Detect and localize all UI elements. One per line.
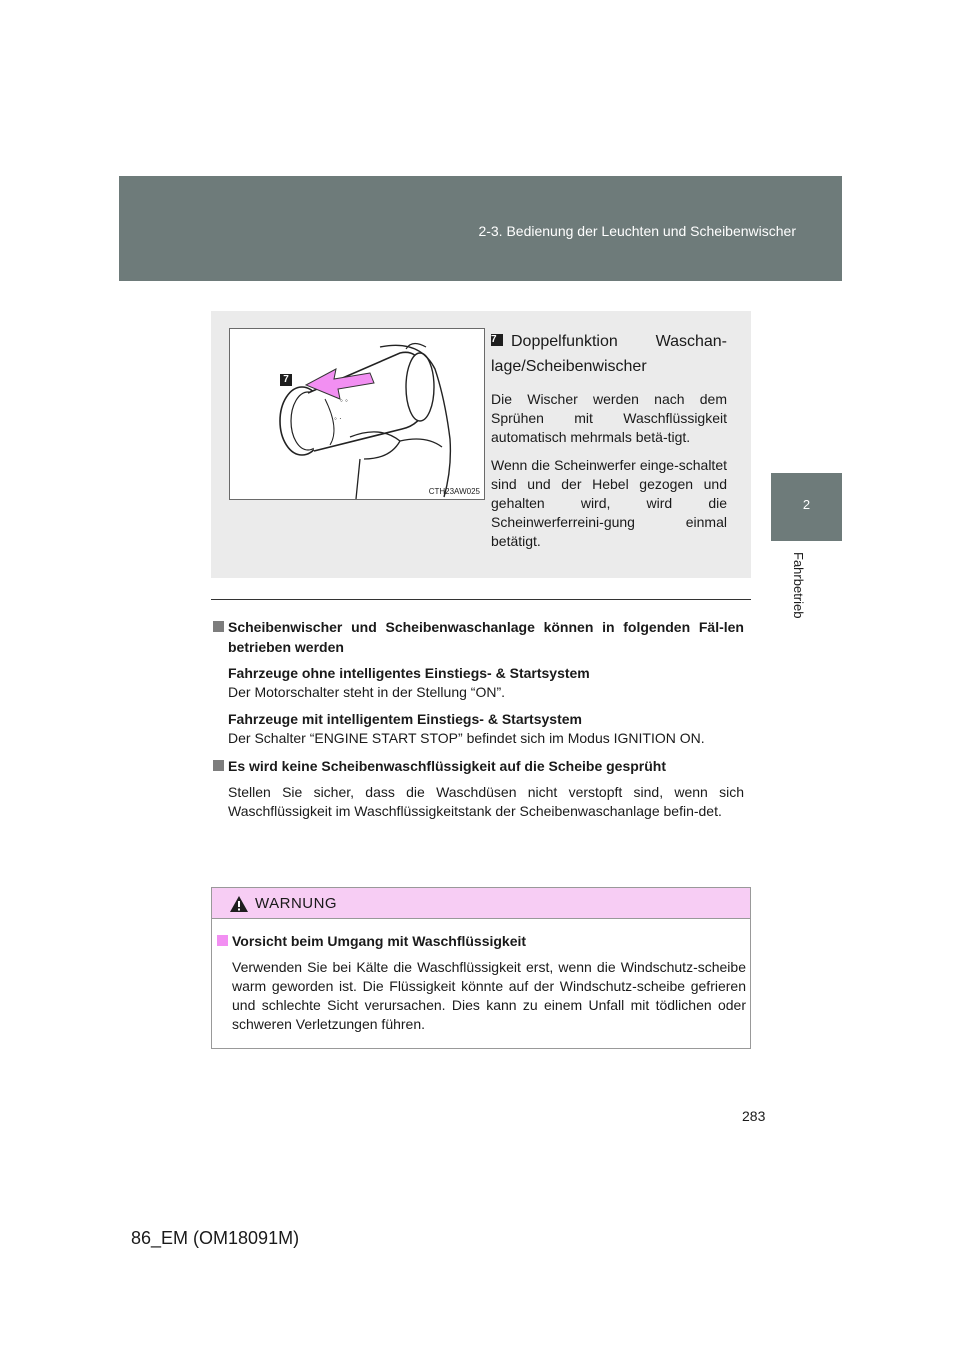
warning-triangle-icon [229, 895, 249, 913]
note-no-fluid [213, 756, 744, 821]
callout-badge: 7 [280, 374, 292, 386]
note-body [213, 664, 744, 748]
item-panel [211, 311, 751, 578]
square-bullet-icon [213, 760, 224, 771]
warning-title: WARNUNG [255, 895, 338, 912]
warning-content [217, 931, 746, 1034]
wiper-lever-illustration [229, 328, 485, 500]
header-band [119, 176, 842, 281]
sub-text: Der Motorschalter steht in der Stellung “ON”. [228, 684, 505, 700]
warning-heading-text: Vorsicht beim Umgang mit Waschflüssigkeit [232, 933, 527, 949]
note-heading [213, 756, 744, 776]
note-heading-text: Es wird keine Scheibenwaschflüssigkeit auf die Scheibe gesprüht [228, 758, 667, 774]
item-heading-text: Doppelfunktion Waschan-lage/Scheibenwischer [491, 333, 727, 375]
item-paragraph: Die Wischer werden nach dem Sprühen mit Waschflüssigkeit automatisch mehrmals betä-tigt. [491, 391, 727, 445]
note-body: Stellen Sie sicher, dass die Waschdüsen nicht verstopft sind, wenn sich Waschflüssigkeit im Waschflüssigkeitstank der Scheibenwaschanlage befin-det. [228, 784, 744, 819]
warning-text: Verwenden Sie bei Kälte die Waschflüssigkeit erst, wenn die Windschutz-scheibe warm geworden ist. Die Flüssigkeit könnte auf der Windschutz-scheibe gefrieren und schlechte Sicht verursachen. Dies kann zu einem Unfall mit tödlichen oder schweren Verletzungen führen. [232, 959, 746, 1032]
warning-box [211, 887, 751, 1049]
document-code: 86_EM (OM18091M) [131, 1228, 300, 1248]
item-paragraph: Wenn die Scheinwerfer einge-schaltet sind und der Hebel gezogen und gehalten wird, wird die Scheinwerferreini-gung einmal betätigt. [491, 457, 727, 549]
note-heading-text: Scheibenwischer und Scheibenwaschanlage können in folgenden Fäl-len betrieben werden [228, 619, 744, 655]
section-title: 2-3. Bedienung der Leuchten und Scheibenwischer [478, 223, 796, 239]
divider [211, 599, 751, 600]
square-bullet-icon [213, 621, 224, 632]
notes-section [213, 617, 744, 829]
sub-title: Fahrzeuge ohne intelligentes Einstiegs- & Startsystem [228, 665, 590, 681]
chapter-number: 2 [802, 497, 811, 512]
sub-text: Der Schalter “ENGINE START STOP” befindet sich im Modus IGNITION ON. [228, 730, 705, 746]
warning-header [212, 888, 750, 919]
svg-text:◦ ·: ◦ · [334, 414, 342, 423]
illustration-code: CTH23AW025 [428, 487, 480, 496]
item-description [491, 329, 727, 551]
warning-heading [217, 931, 746, 951]
page-number: 283 [742, 1108, 766, 1124]
item-heading [491, 329, 727, 379]
svg-text:◦ ◦: ◦ ◦ [340, 396, 348, 405]
sub-title: Fahrzeuge mit intelligentem Einstiegs- & Startsystem [228, 711, 582, 727]
chapter-tab [771, 473, 842, 541]
note-heading [213, 617, 744, 657]
lever-hand-drawing [230, 329, 484, 499]
note-operating-conditions [213, 617, 744, 748]
square-bullet-icon [217, 935, 228, 946]
item-badge: 7 [491, 334, 503, 346]
chapter-label: Fahrbetrieb [791, 552, 806, 619]
